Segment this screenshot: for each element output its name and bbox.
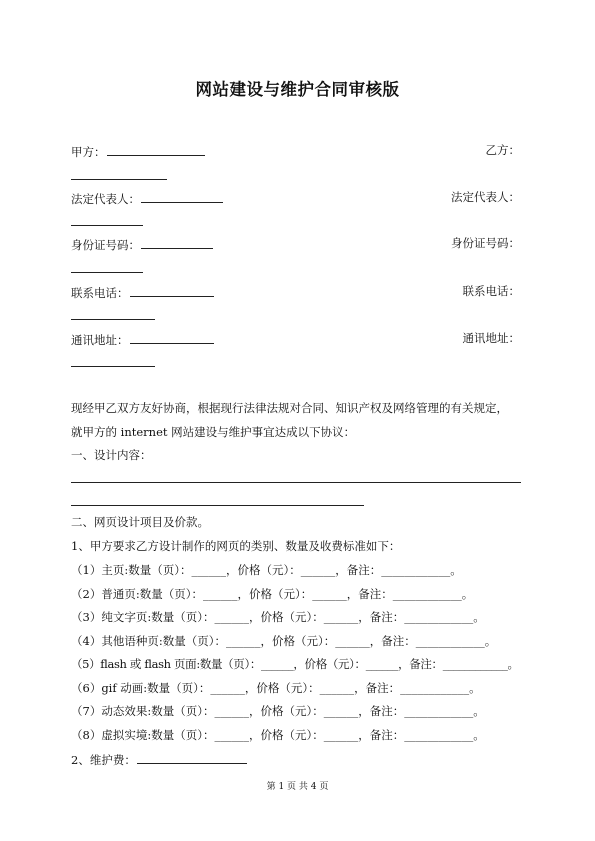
maintenance-fee-blank[interactable] — [137, 751, 247, 764]
page-footer: 第 1 页 共 4 页 — [266, 782, 329, 792]
list-item: （8）虚拟实境:数量（页）：______，价格（元）：______，备注：____________。 — [71, 728, 485, 742]
list-item: （1）主页:数量（页）：______，价格（元）：______，备注：____________。 — [71, 563, 462, 577]
list-item: （7）动态效果:数量（页）：______，价格（元）：______，备注：____________。 — [71, 704, 485, 718]
phone-a-row — [71, 284, 214, 300]
id-a-label: 身份证号码： — [71, 238, 140, 252]
document-title: 网站建设与维护合同审核版 — [195, 80, 400, 99]
party-a-row — [71, 143, 205, 159]
design-content-blank-2[interactable] — [71, 505, 364, 506]
list-item: （5）flash 或 flash 页面:数量（页）：______，价格（元）：______，备注：____________。 — [71, 657, 519, 671]
list-item: （4）其他语种页:数量（页）：______，价格（元）：______，备注：____________。 — [71, 634, 497, 648]
address-b-blank[interactable] — [71, 366, 155, 367]
clause-2-row — [71, 751, 247, 767]
party-a-label: 甲方： — [71, 145, 106, 159]
address-a-label: 通讯地址： — [71, 333, 129, 347]
phone-a-label: 联系电话： — [71, 286, 129, 300]
phone-b-blank[interactable] — [71, 319, 155, 320]
address-a-row — [71, 331, 214, 347]
id-b-blank[interactable] — [71, 272, 143, 273]
address-a-blank[interactable] — [130, 331, 214, 344]
section-pricing: 二、网页设计项目及价款。 — [71, 515, 209, 529]
legal-rep-b-blank[interactable] — [71, 225, 143, 226]
legal-rep-a-row — [71, 190, 223, 206]
list-item: （2）普通页:数量（页）：______，价格（元）：______，备注：____________。 — [71, 587, 474, 601]
party-b-label: 乙方： — [485, 143, 520, 157]
legal-rep-a-blank[interactable] — [141, 190, 223, 203]
clause-1: 1、甲方要求乙方设计制作的网页的类别、数量及收费标准如下： — [71, 539, 401, 553]
id-b-label: 身份证号码： — [451, 236, 520, 250]
list-item: （3）纯文字页:数量（页）：______，价格（元）：______，备注：____________。 — [71, 610, 485, 624]
party-a-blank[interactable] — [107, 143, 205, 156]
intro-line-1: 现经甲乙双方友好协商，根据现行法律法规对合同、知识产权及网络管理的有关规定， — [71, 401, 508, 415]
legal-rep-b-label: 法定代表人： — [451, 190, 520, 204]
clause-2-label: 2、维护费： — [71, 753, 136, 767]
phone-b-label: 联系电话： — [462, 284, 520, 298]
phone-a-blank[interactable] — [130, 284, 214, 297]
design-content-blank-1[interactable] — [71, 482, 521, 483]
id-a-blank[interactable] — [141, 236, 213, 249]
party-b-blank[interactable] — [71, 179, 167, 180]
list-item: （6）gif 动画:数量（页）：______，价格（元）：______，备注：____________。 — [71, 681, 481, 695]
id-a-row — [71, 236, 213, 252]
address-b-label: 通讯地址： — [462, 331, 520, 345]
legal-rep-a-label: 法定代表人： — [71, 192, 140, 206]
section-design-content: 一、设计内容： — [71, 448, 152, 462]
intro-line-2: 就甲方的 internet 网站建设与维护事宜达成以下协议： — [71, 425, 356, 439]
